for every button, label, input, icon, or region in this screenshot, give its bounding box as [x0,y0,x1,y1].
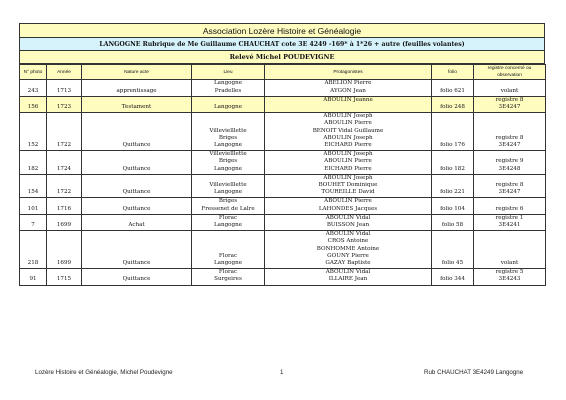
cell-protagonistes [265,96,432,112]
cell-protagonistes [265,231,432,269]
cell-protagonistes-line: EICHARD Pierre [324,165,372,172]
cell-registre [474,151,546,175]
cell-lieu [192,113,265,151]
cell-lieu [192,96,265,112]
cell-photo: 154 [20,174,47,198]
cell-registre [474,231,546,269]
cell-protagonistes-line: ABELION Pierre [324,80,372,87]
cell-lieu [192,174,265,198]
table-body [20,80,546,285]
cell-lieu-line: Florac [218,252,238,259]
cell-registre-line: 3E4248 [498,165,521,172]
column-header-nature: Nature acte [82,65,192,80]
table-row [20,96,546,112]
cell-lieu-line: Briges [218,198,238,205]
cell-nature: Quittance [82,231,192,269]
table-row [20,214,546,230]
cell-folio: folio 45 [432,231,474,269]
cell-folio: folio 221 [432,174,474,198]
cell-protagonistes [265,269,432,285]
cell-protagonistes [265,198,432,214]
cell-photo: 7 [20,214,47,230]
cell-protagonistes-line: BENOIT Vidal Guillaume [312,127,384,134]
cell-folio: folio 248 [432,96,474,112]
cell-protagonistes-line: GAZAY Baptiste [325,260,371,267]
cell-nature: apprentissage [82,80,192,96]
cell-protagonistes-line: BUISSON Jean [326,222,370,229]
cell-protagonistes-line: LAHONDES Jacques [318,205,378,212]
cell-lieu-line: Langogne [213,260,243,267]
cell-folio: folio 176 [432,113,474,151]
column-header-registre: registre concerné ou observation [474,65,546,80]
cell-photo: 152 [20,113,47,151]
cell-lieu-line: Florac [218,214,238,221]
cell-protagonistes-line: ILLAIRE Jean [328,276,368,283]
register-subtitle: LANGOGNE Rubrique de Me Guillaume CHAUCHAT cote 3E 4249 -169* à 1*26 + autre (feuilles volantes) [19,38,545,51]
cell-registre [474,80,546,96]
cell-protagonistes-line: BOUHET Dominique [318,182,378,189]
cell-protagonistes-line: ABOULIN Joseph [323,113,373,120]
cell-protagonistes-line: BONHOMME Antoine [316,245,380,252]
cell-registre [474,96,546,112]
cell-registre [474,198,546,214]
table-row [20,174,546,198]
cell-protagonistes-line: ABOULIN Pierre [324,198,372,205]
cell-folio: folio 344 [432,269,474,285]
cell-nature: Quittance [82,198,192,214]
records-table [19,64,546,286]
cell-protagonistes [265,214,432,230]
column-header-photo: N° photo [20,65,47,80]
cell-protagonistes-line: ABOULIN Pierre [324,120,372,127]
cell-annee: 1724 [47,151,82,175]
cell-protagonistes-line: ABOULIN Pierre [324,158,372,165]
column-header-lieu: Lieu [192,65,265,80]
cell-annee: 1699 [47,214,82,230]
footer-page-number: 1 [280,369,284,376]
cell-nature: Quittance [82,174,192,198]
cell-protagonistes [265,80,432,96]
cell-registre-line: registre 8 [495,182,524,189]
table-row [20,198,546,214]
cell-lieu-line: Briges [218,134,238,141]
cell-photo: 218 [20,231,47,269]
cell-lieu-line: Surgeires [214,276,242,283]
cell-nature: Quittance [82,113,192,151]
cell-protagonistes-line: ABOULIN Joseph [323,174,373,181]
cell-lieu-line: Langogne [213,80,243,87]
cell-nature: Testament [82,96,192,112]
cell-lieu-line: Langogne [213,189,243,196]
cell-annee: 1723 [47,96,82,112]
cell-lieu-line: Pradelles [214,87,242,94]
cell-folio: folio 58 [432,214,474,230]
cell-annee: 1713 [47,80,82,96]
footer-right: Rub CHAUCHAT 3E4249 Langogne [424,369,524,376]
cell-annee: 1722 [47,113,82,151]
cell-lieu-line: Langogne [213,104,243,111]
cell-registre-line: registre 9 [495,158,524,165]
table-row [20,80,546,96]
cell-protagonistes-line: ABOULIN Joseph [323,134,373,141]
cell-protagonistes-line: AYGON Jean [330,87,366,94]
column-header-protagonistes: Protagonistes [265,65,432,80]
cell-lieu [192,80,265,96]
cell-registre-line: 3E4247 [498,142,521,149]
register-sheet [19,23,545,286]
cell-lieu-line: Villevielllette [209,127,247,134]
cell-registre-line: volant [500,87,519,94]
cell-registre [474,269,546,285]
cell-registre [474,214,546,230]
cell-photo: 182 [20,151,47,175]
table-row [20,113,546,151]
cell-registre-line: 3E4247 [498,104,521,111]
cell-registre-line: registre 5 [495,269,524,276]
cell-nature: Quittance [82,151,192,175]
cell-protagonistes-line: EICHARD Pierre [324,142,372,149]
cell-registre [474,113,546,151]
cell-lieu-line: Langogne [213,222,243,229]
cell-protagonistes-line: GOUNY Pierre [327,252,369,259]
cell-protagonistes-line: TOUREILLE David [321,189,375,196]
cell-registre-line: registre 8 [495,96,524,103]
cell-lieu-line: Villevielllette [209,151,247,158]
cell-protagonistes-line: ABOULIN Vidal [325,214,371,221]
cell-protagonistes [265,174,432,198]
footer-left: Lozère Histoire et Généalogie, Michel Poudevigne [35,369,173,376]
cell-photo: 91 [20,269,47,285]
cell-folio: folio 621 [432,80,474,96]
cell-registre-line: registre 1 [495,214,524,221]
cell-registre-line: 3E4243 [498,276,521,283]
cell-protagonistes-line: ABOULIN Joseph [323,151,373,158]
cell-protagonistes-line: ABOULIN Vidal [325,231,371,238]
cell-registre-line: registre 8 [495,134,524,141]
association-title: Association Lozère Histoire et Généalogie [19,23,545,38]
cell-lieu [192,231,265,269]
cell-lieu [192,198,265,214]
cell-photo: 156 [20,96,47,112]
table-row [20,269,546,285]
cell-lieu-line: Briges [218,158,238,165]
cell-registre-line: volant [500,260,519,267]
cell-folio: folio 182 [432,151,474,175]
table-header-row [20,65,546,80]
cell-protagonistes [265,151,432,175]
cell-registre-line: 3E4241 [498,222,521,229]
cell-nature: Achat [82,214,192,230]
cell-photo: 243 [20,80,47,96]
cell-lieu-line: Langogne [213,142,243,149]
cell-nature: Quittance [82,269,192,285]
cell-lieu [192,151,265,175]
column-header-folio: folio [432,65,474,80]
cell-lieu [192,269,265,285]
table-row [20,151,546,175]
cell-registre-line: registre 6 [495,205,524,212]
releve-author: Relevé Michel POUDEVIGNE [19,51,545,64]
cell-protagonistes-line: CROS Antoine [327,238,369,245]
cell-annee: 1699 [47,231,82,269]
cell-protagonistes [265,113,432,151]
cell-lieu-line: Fressenet de Lalre [201,205,255,212]
cell-folio: folio 104 [432,198,474,214]
cell-registre-line: 3E4247 [498,189,521,196]
cell-photo: 101 [20,198,47,214]
cell-annee: 1716 [47,198,82,214]
cell-lieu-line: Langogne [213,165,243,172]
cell-annee: 1722 [47,174,82,198]
cell-annee: 1715 [47,269,82,285]
cell-lieu-line: Florac [218,269,238,276]
cell-protagonistes-line: ABOULIN Vidal [325,269,371,276]
cell-registre [474,174,546,198]
table-row [20,231,546,269]
cell-protagonistes-line: ABOULIN Jeanne [323,96,373,103]
column-header-annee: Année [47,65,82,80]
cell-lieu-line: Villevielllette [209,182,247,189]
cell-lieu [192,214,265,230]
